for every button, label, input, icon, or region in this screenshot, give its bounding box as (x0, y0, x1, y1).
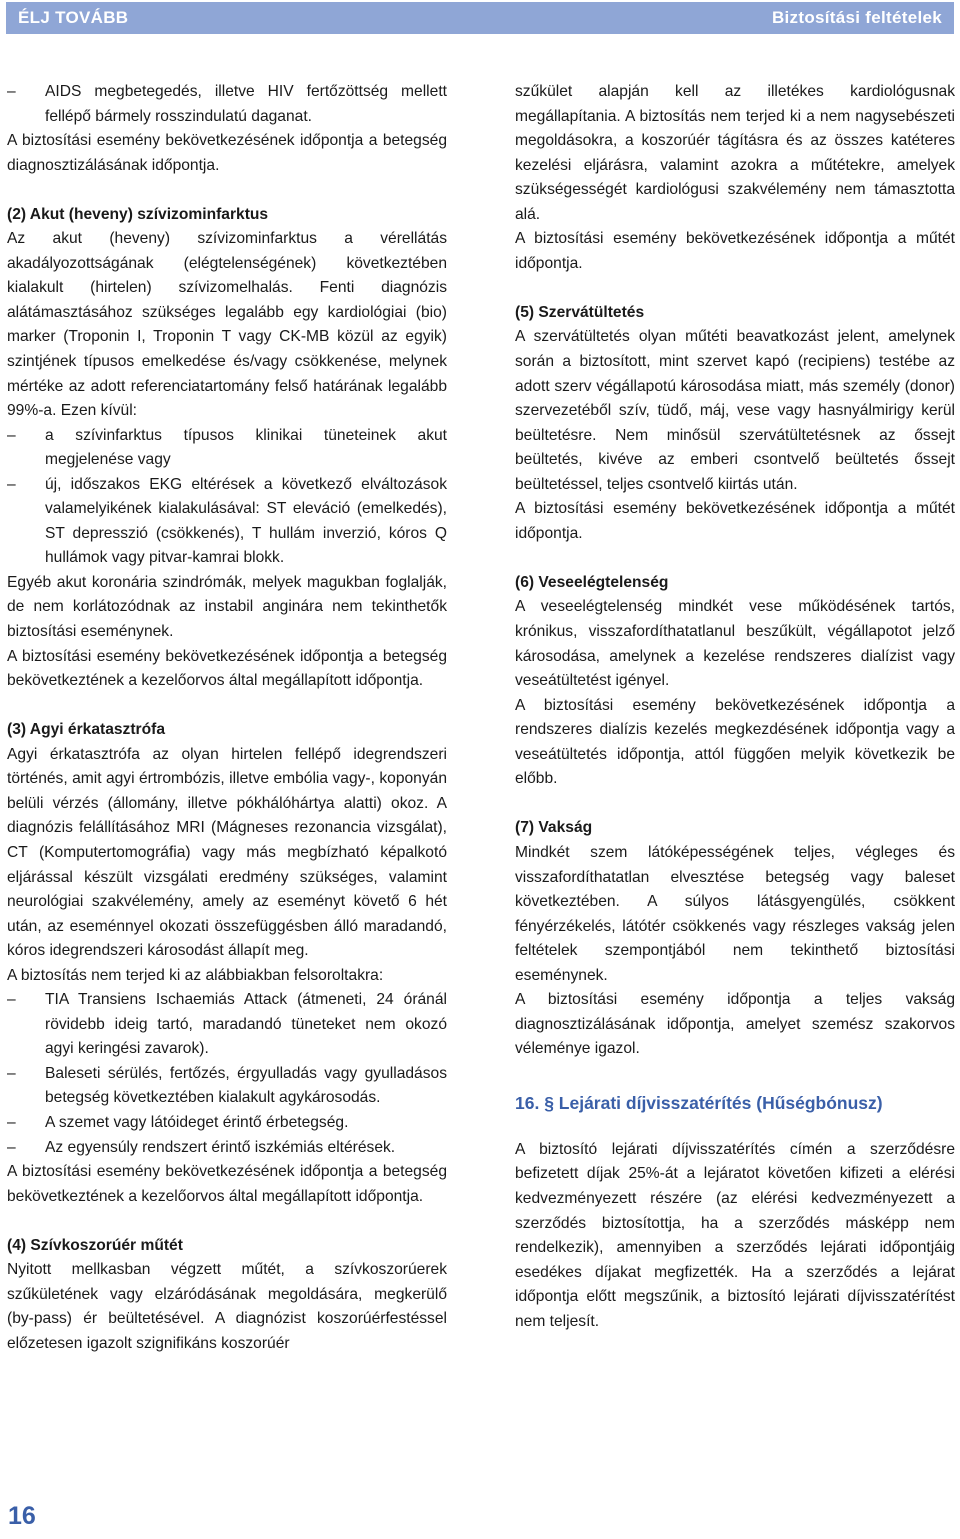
paragraph: A biztosítási esemény bekövetkezésének időpontja a műtét időpontja. (515, 230, 955, 272)
page-number: 16 (8, 1502, 36, 1530)
list-item: – Az egyensúly rendszert érintő iszkémiás eltérések. (7, 1136, 447, 1161)
list-item: – A szemet vagy látóideget érintő érbetegség. (7, 1111, 447, 1136)
paragraph: Agyi érkatasztrófa az olyan hirtelen fellépő idegrendszeri történés, amit agyi értrombózis, illetve embólia vagy-, koponyán belüli vérzés (állomány, illetve pókhálóhártya alatti) okoz. A diagnózis felállításához MRI (Mágneses rezonancia vizsgálat), CT (Komputertomográfia) vagy más megbízható képalkotó eljárással készült vizsgálati eredmény szükséges, valamint neurológiai szakvélemény, amely az eseményt követő 6 hét után, az eseménnyel okozati összefüggésben álló maradandó, kóros idegrendszeri károsodást állapít meg. (7, 745, 447, 960)
paragraph: A biztosítási esemény bekövetkezésének időpontja a betegség bekövetkeztének a kezelőorvos által megállapított időpontja. (7, 1163, 447, 1205)
left-column (7, 80, 447, 1356)
header-banner (6, 2, 954, 34)
section-heading-7: (7) Vakság (515, 819, 593, 837)
paragraph: Az akut (heveny) szívizominfarktus a vérellátás akadályozottságának (elégtelenségének) következtében kialakult (hirtelen) szívizomelhalás. Fenti diagnózis alátámasztásához szükséges legalább egy kardiológiai (bio) marker (Troponin I, Troponin T vagy CK-MB közül az egyik) szintjének típusos emelkedése és/vagy csökkenése, melynek mértéke az adott referenciatartomány felső határának legalább 99%-a. Ezen kívül: (7, 230, 447, 420)
paragraph: Nyitott mellkasban végzett műtét, a szívkoszorúerek szűkületének vagy elzáródásának megoldására, megkerülő (by-pass) ér beültetésével. A diagnózist koszorúérfestéssel előzetesen igazolt szignifikáns koszorúér (7, 1261, 447, 1352)
paragraph: szűkület alapján kell az illetékes kardiológusnak megállapítania. A biztosítás nem terjed ki a nem nagysebészeti megoldásokra, a koszorúér tágításra és az összes katéteres kezelési eljárásra, valamint azokra a műtétekre, amelyek szükségességét kardiológusi szakvélemény nem támasztotta alá. (515, 83, 955, 223)
header-left-title: ÉLJ TOVÁBB (18, 8, 129, 27)
paragraph: A biztosítás nem terjed ki az alábbiakban felsoroltakra: (7, 966, 384, 984)
section-heading-16: 16. § Lejárati díjvisszatérítés (Hűségbónusz) (515, 1092, 883, 1113)
list-item: – új, időszakos EKG eltérések a következő elváltozások valamelyikének kialakulásával: ST eleváció (emelkedés), ST depresszió (csökkenés), T hullám inverzió, kóros Q hullámok vagy pitvar-kamrai blokk. (7, 473, 447, 571)
paragraph: A veseelégtelenség mindkét vese működésének tartós, krónikus, visszafordíthatatlanul beszűkült, végállapotot jelző károsodása, amelynek a kezelése rendszeres dialízist vagy veseátültetést igényel. (515, 598, 955, 690)
section-heading-6: (6) Veseelégtelenség (515, 573, 669, 591)
section-heading-2: (2) Akut (heveny) szívizominfarktus (7, 205, 269, 223)
paragraph: A biztosítási esemény bekövetkezésének időpontja a rendszeres dialízis kezelés megkezdésének időpontja vagy a veseátültetés időpontja, attól függően melyik következik be előbb. (515, 696, 955, 788)
section-heading-5: (5) Szervátültetés (515, 303, 645, 321)
list-item: – AIDS megbetegedés, illetve HIV fertőzöttség mellett fellépő bármely rosszindulatú daganat. (7, 80, 447, 129)
paragraph: A biztosítási esemény bekövetkezésének időpontja a betegség bekövetkeztének a kezelőorvos által megállapított időpontja. (7, 647, 447, 690)
paragraph: Egyéb akut koronária szindrómák, melyek magukban foglalják, de nem korlátozódnak az instabil anginára nem tekinthetők biztosítási eseménynek. (7, 573, 447, 641)
list-item: – a szívinfarktus típusos klinikai tüneteinek akut megjelenése vagy (7, 424, 447, 473)
paragraph: A biztosítási esemény bekövetkezésének időpontja a műtét időpontja. (515, 500, 955, 542)
paragraph: A biztosító lejárati díjvisszatérítés címén a szerződésre befizetett díjak 25%-át a lejáratot követően kifizeti a elérési kedvezményezett részére (az elérési kedvezményezett a szerződés biztosítottja, ha a szerződés másképp nem rendelkezik), amennyiben a szerződés lejárati időpontjáig esedékes díjakat megfizették. Ha a szerződés a lejárat időpontja előtt megszűnik, a biztosító lejárati díjvisszatérítést nem teljesít. (515, 1140, 955, 1330)
header-right-title: Biztosítási feltételek (771, 8, 942, 27)
section-heading-4: (4) Szívkoszorúér műtét (7, 1236, 183, 1254)
right-column (515, 80, 955, 1334)
section-heading-3: (3) Agyi érkatasztrófa (7, 721, 166, 739)
list-item: – Baleseti sérülés, fertőzés, érgyulladás vagy gyulladásos betegség következtében kialakult agykárosodás. (7, 1062, 447, 1111)
list-item: – TIA Transiens Ischaemiás Attack (átmeneti, 24 óránál rövidebb ideig tartó, maradandó tüneteket nem okozó agyi keringési zavarok). (7, 988, 447, 1062)
paragraph: Mindkét szem látóképességének teljes, végleges és visszafordíthatatlan elvesztése betegség vagy baleset következtében. A súlyos látásgyengülés, csökkent fényérzékelés, látótér csökkenés vagy részleges vakság jelen feltételek szempontjából nem tekinthető biztosítási eseménynek. (515, 843, 955, 984)
paragraph: A biztosítási esemény időpontja a teljes vakság diagnosztizálásának időpontja, amelyet szemész szakorvos véleménye igazol. (515, 991, 955, 1058)
paragraph: A biztosítási esemény bekövetkezésének időpontja a betegség diagnosztizálásának időpontja. (7, 132, 447, 174)
paragraph: A szervátültetés olyan műtéti beavatkozást jelent, amelynek során a biztosított, mint szervet kapó (recipiens) testébe az adott szerv végállapotú károsodása miatt, más személy (donor) szervezetéből szív, tüdő, máj, vese vagy hasnyálmirigy kerül beültetésre. Nem minősül szervátültetésnek az őssejt beültetés, kivéve az emberi csontvelő beültetés őssejt beültetéssel, teljes csontvelő kiirtás után. (515, 328, 955, 493)
